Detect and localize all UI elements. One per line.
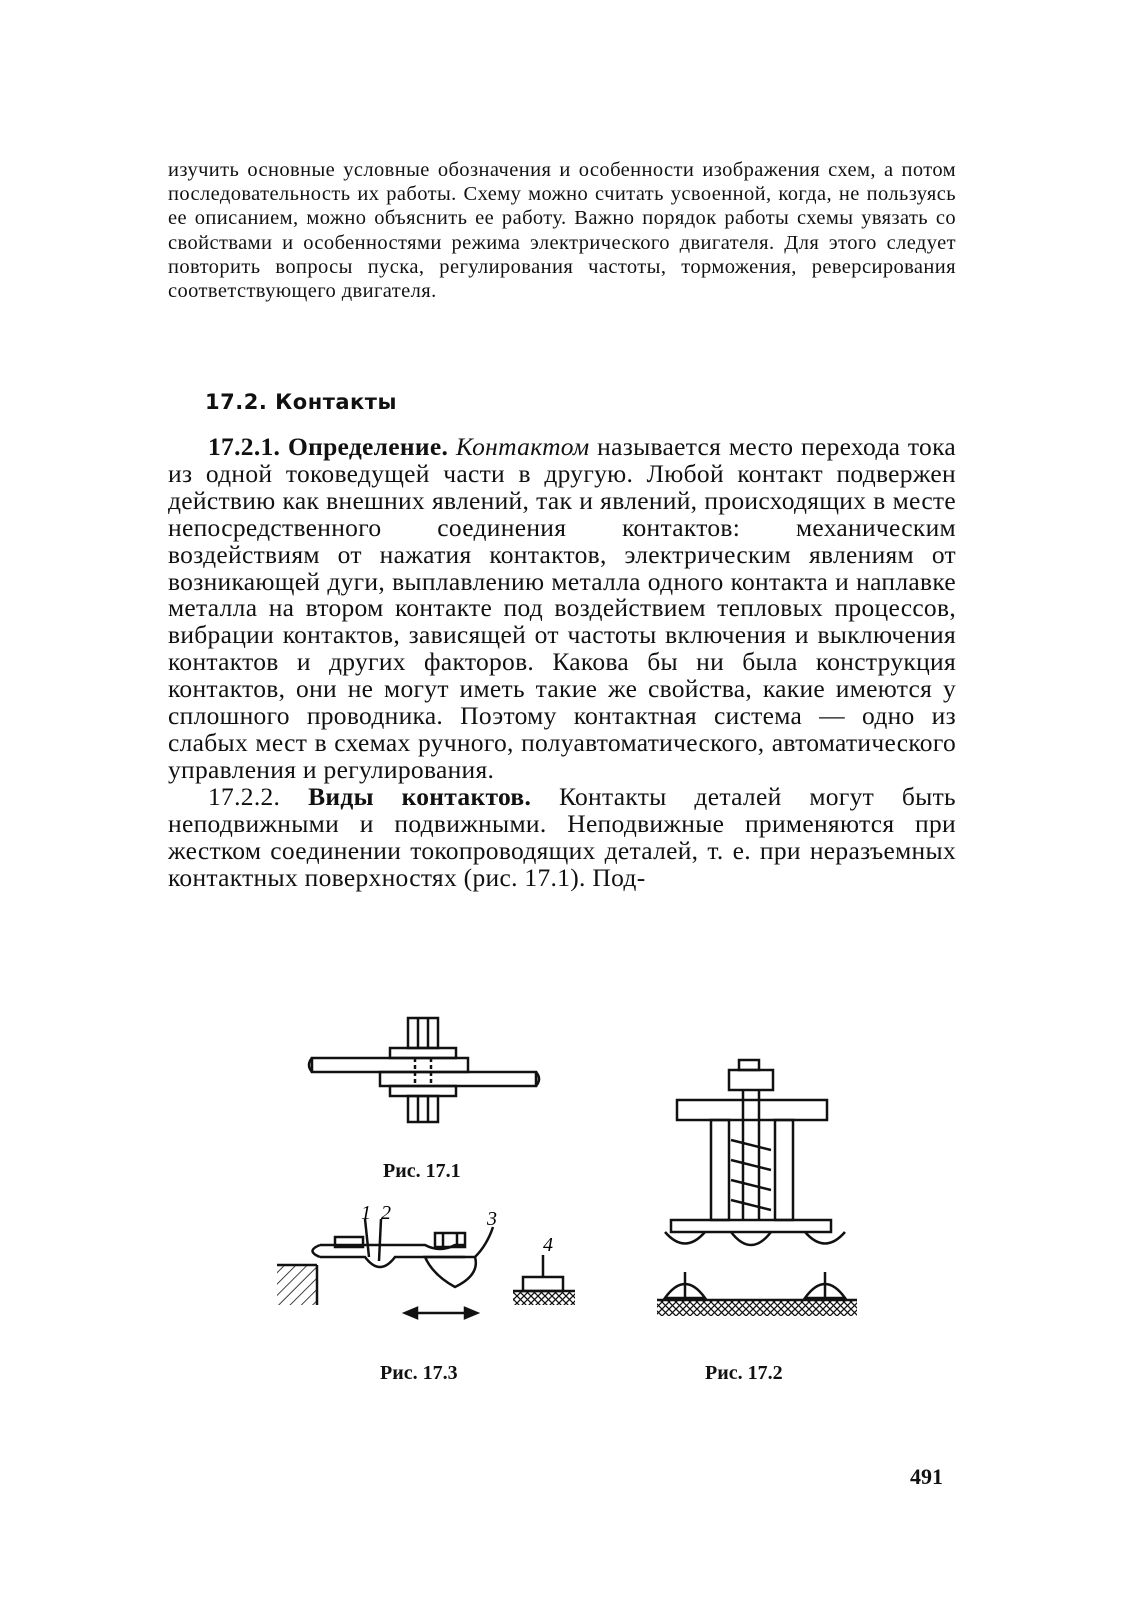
figure-17-1-drawing: [300, 1010, 550, 1150]
subsection-2-title: Виды контактов.: [308, 781, 532, 811]
figure-17-2-caption: Рис. 17.2: [705, 1362, 783, 1384]
subsection-2-number: 17.2.2.: [208, 781, 281, 811]
figure-17-1-caption: Рис. 17.1: [383, 1160, 461, 1182]
intro-paragraph: [168, 158, 956, 303]
section-heading: 17.2. Контакты: [205, 390, 397, 414]
subsection-2-paragraph: [168, 781, 956, 892]
intro-text: изучить основные условные обозначения и особенности изображения схем, а потом последовательность их работы. Схему можно считать усвоенной, когда, не пользуясь ее описанием, можно объяснить ее работу. Важно порядок работы схемы увязать со свойствами и особенностями режима электрического двигателя. Для этого следует повторить вопросы пуска, регулирования частоты, торможения, реверсирования соответствующего двигателя.: [168, 159, 956, 303]
figure-17-3-drawing: [265, 1205, 625, 1345]
figure-17-3-label-3: 3: [487, 1208, 497, 1230]
subsection-1-term: Контактом: [455, 432, 590, 461]
figure-17-3-label-2: 2: [381, 1205, 391, 1224]
main-text: [168, 434, 956, 891]
figure-17-3-label-1: 1: [361, 1205, 371, 1224]
subsection-2-text: Контакты деталей могут быть неподвижными и подвижными. Неподвижные применяются при жестком соединении токопроводящих деталей, т. е. при неразъемных контактных поверхностях (рис. 17.1). Под-: [168, 781, 956, 892]
subsection-1-text: называется место перехода тока из одной токоведущей части в другую. Любой контакт подвержен действию как внешних явлений, так и явлений, происходящих в месте непосредственного соединения контактов: механическим воздействиям от нажатия контактов, электрическим явлениям от возникающей дуги, выплавлению металла одного контакта и наплавке металла на втором контакте под воздействием тепловых процессов, вибрации контактов, зависящей от частоты включения и выключения контактов и других факторов. Какова бы ни была конструкция контактов, они не могут иметь такие же свойства, какие имеются у сплошного проводника. Поэтому контактная система — одно из слабых мест в схемах ручного, полуавтоматического, автоматического управления и регулирования.: [168, 432, 956, 784]
figure-17-2-drawing: [655, 1050, 865, 1330]
figure-17-3-label-4: 4: [543, 1234, 553, 1256]
subsection-1-paragraph: [168, 434, 956, 784]
figure-17-3-caption: Рис. 17.3: [380, 1362, 458, 1384]
subsection-1-number: 17.2.1.: [208, 432, 281, 461]
subsection-1-title: Определение.: [287, 432, 449, 461]
page-number: 491: [910, 1464, 943, 1489]
